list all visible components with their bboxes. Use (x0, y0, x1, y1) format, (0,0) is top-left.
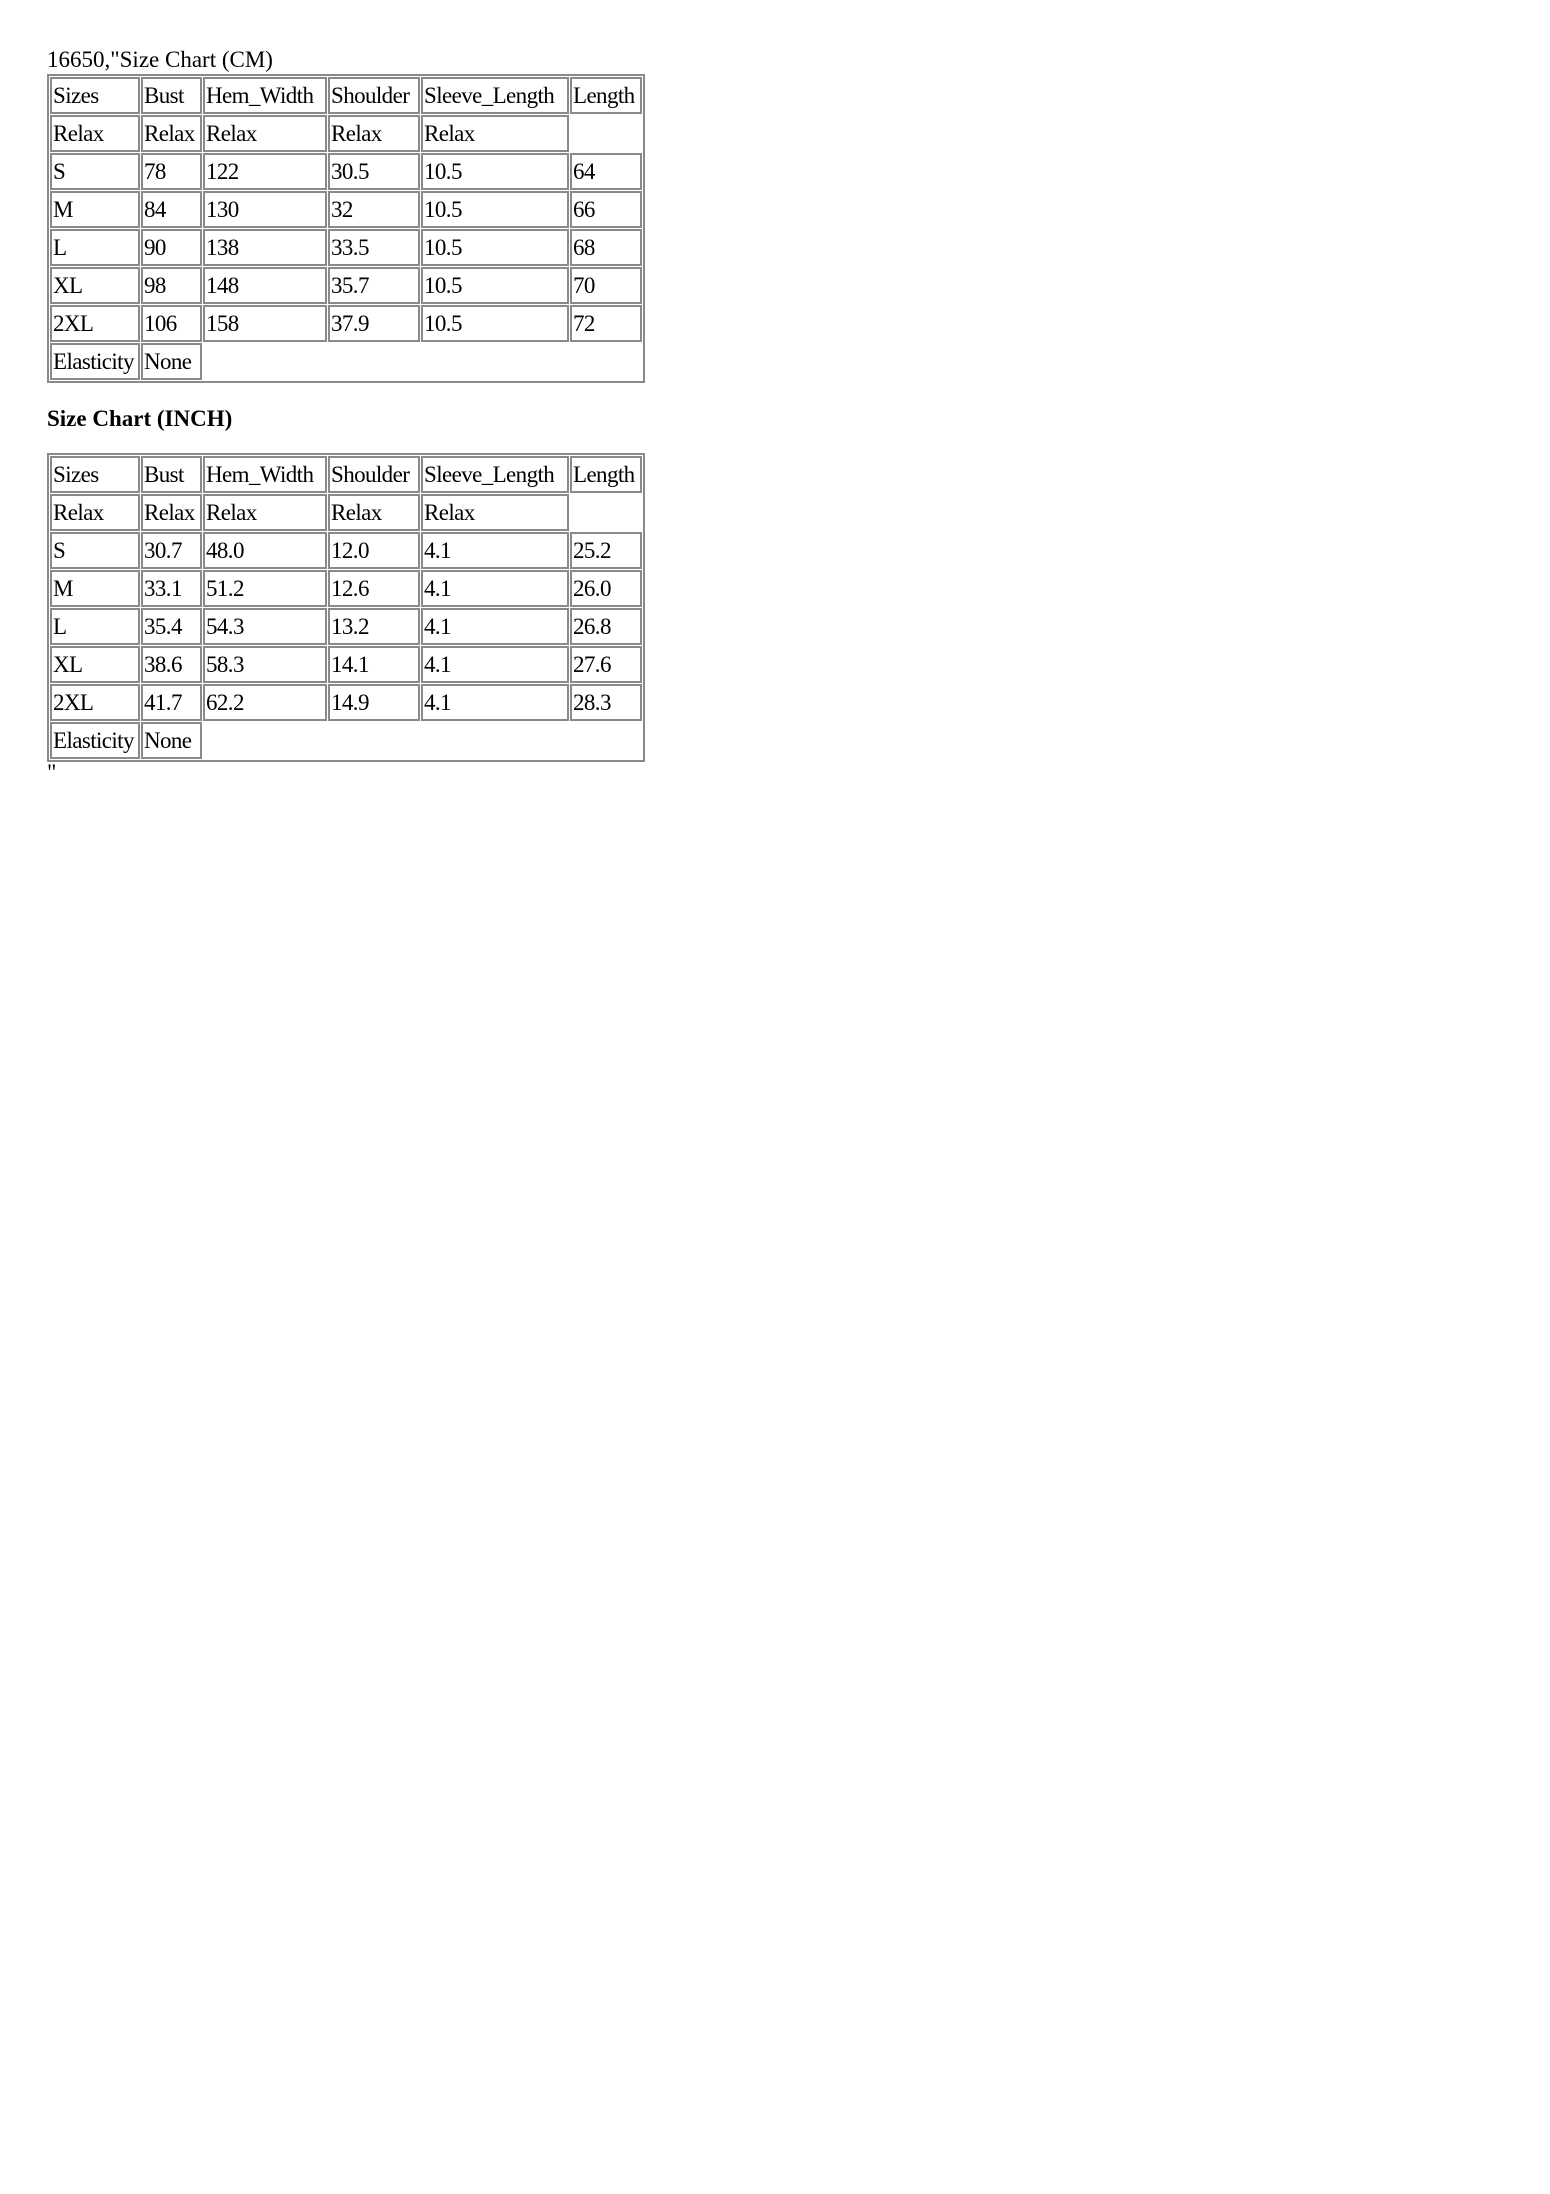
table-cell: 28.3 (570, 684, 642, 721)
table-cell: 78 (141, 153, 202, 190)
document (47, 46, 847, 784)
table-cell: Relax (203, 115, 327, 152)
size-cell: XL (50, 267, 140, 304)
table-cell: 12.6 (328, 570, 420, 607)
table-cell: 72 (570, 305, 642, 342)
table-cell: Relax (203, 494, 327, 531)
table-row (50, 646, 642, 683)
table-cell: 4.1 (421, 646, 569, 683)
size-cell: M (50, 570, 140, 607)
empty-cell (570, 115, 642, 152)
table-cell: 26.0 (570, 570, 642, 607)
inch-size-table (47, 453, 645, 762)
table-cell: 68 (570, 229, 642, 266)
header-cell-hem-width: Hem_Width (203, 77, 327, 114)
table-cell: 54.3 (203, 608, 327, 645)
table-cell: 10.5 (421, 191, 569, 228)
cm-chart-title: 16650,"Size Chart (CM) (47, 47, 273, 72)
size-cell: 2XL (50, 684, 140, 721)
table-cell: 10.5 (421, 229, 569, 266)
elasticity-label-cell: Elasticity (50, 722, 140, 759)
table-cell: 26.8 (570, 608, 642, 645)
table-cell: 48.0 (203, 532, 327, 569)
inch-chart-heading: Size Chart (INCH) (47, 406, 233, 431)
header-cell-sizes: Sizes (50, 456, 140, 493)
table-cell: Relax (328, 115, 420, 152)
header-cell-length: Length (570, 456, 642, 493)
table-row (50, 684, 642, 721)
table-cell: Relax (141, 494, 202, 531)
table-cell: 33.5 (328, 229, 420, 266)
table-cell: Relax (421, 115, 569, 152)
table-cell: 14.1 (328, 646, 420, 683)
table-cell: 148 (203, 267, 327, 304)
table-cell: 35.4 (141, 608, 202, 645)
table-cell: 4.1 (421, 684, 569, 721)
size-cell: S (50, 153, 140, 190)
table-cell: 51.2 (203, 570, 327, 607)
table-cell: 66 (570, 191, 642, 228)
table-row (50, 305, 642, 342)
size-cell: 2XL (50, 305, 140, 342)
table-row (50, 229, 642, 266)
table-cell: 62.2 (203, 684, 327, 721)
empty-cell (570, 494, 642, 531)
table-row (50, 267, 642, 304)
header-cell-shoulder: Shoulder (328, 77, 420, 114)
table-cell: 12.0 (328, 532, 420, 569)
table-cell: 130 (203, 191, 327, 228)
table-cell: 25.2 (570, 532, 642, 569)
table-cell: 10.5 (421, 153, 569, 190)
table-cell: 30.7 (141, 532, 202, 569)
table-cell: Relax (141, 115, 202, 152)
elasticity-value-cell: None (141, 722, 202, 759)
table-cell: 30.5 (328, 153, 420, 190)
table-cell: Relax (50, 494, 140, 531)
table-cell: 106 (141, 305, 202, 342)
table-cell: 14.9 (328, 684, 420, 721)
table-cell: 41.7 (141, 684, 202, 721)
relax-row (50, 494, 642, 531)
table-cell: 4.1 (421, 608, 569, 645)
elasticity-value-cell: None (141, 343, 202, 380)
table-cell: Relax (328, 494, 420, 531)
table-cell: Relax (50, 115, 140, 152)
table-header-row (50, 456, 642, 493)
table-cell: 4.1 (421, 570, 569, 607)
table-cell: 58.3 (203, 646, 327, 683)
table-cell: 70 (570, 267, 642, 304)
table-cell: 158 (203, 305, 327, 342)
cm-size-table (47, 74, 645, 383)
header-cell-bust: Bust (141, 77, 202, 114)
table-cell: 33.1 (141, 570, 202, 607)
size-cell: S (50, 532, 140, 569)
header-cell-bust: Bust (141, 456, 202, 493)
elasticity-row (50, 722, 642, 759)
elasticity-row (50, 343, 642, 380)
table-row (50, 153, 642, 190)
table-cell: Relax (421, 494, 569, 531)
size-cell: XL (50, 646, 140, 683)
size-cell: M (50, 191, 140, 228)
table-cell: 10.5 (421, 267, 569, 304)
table-row (50, 191, 642, 228)
header-cell-sizes: Sizes (50, 77, 140, 114)
table-cell: 27.6 (570, 646, 642, 683)
header-cell-hem-width: Hem_Width (203, 456, 327, 493)
header-cell-sleeve-length: Sleeve_Length (421, 77, 569, 114)
table-row (50, 532, 642, 569)
closing-quote: " (47, 760, 57, 785)
table-row (50, 570, 642, 607)
elasticity-label-cell: Elasticity (50, 343, 140, 380)
table-cell: 90 (141, 229, 202, 266)
table-header-row (50, 77, 642, 114)
relax-row (50, 115, 642, 152)
table-cell: 37.9 (328, 305, 420, 342)
table-cell: 10.5 (421, 305, 569, 342)
header-cell-shoulder: Shoulder (328, 456, 420, 493)
size-cell: L (50, 608, 140, 645)
table-cell: 38.6 (141, 646, 202, 683)
table-cell: 13.2 (328, 608, 420, 645)
table-row (50, 608, 642, 645)
header-cell-length: Length (570, 77, 642, 114)
table-cell: 64 (570, 153, 642, 190)
header-cell-sleeve-length: Sleeve_Length (421, 456, 569, 493)
table-cell: 122 (203, 153, 327, 190)
table-cell: 84 (141, 191, 202, 228)
table-cell: 4.1 (421, 532, 569, 569)
table-cell: 138 (203, 229, 327, 266)
table-cell: 32 (328, 191, 420, 228)
table-cell: 35.7 (328, 267, 420, 304)
size-cell: L (50, 229, 140, 266)
table-cell: 98 (141, 267, 202, 304)
